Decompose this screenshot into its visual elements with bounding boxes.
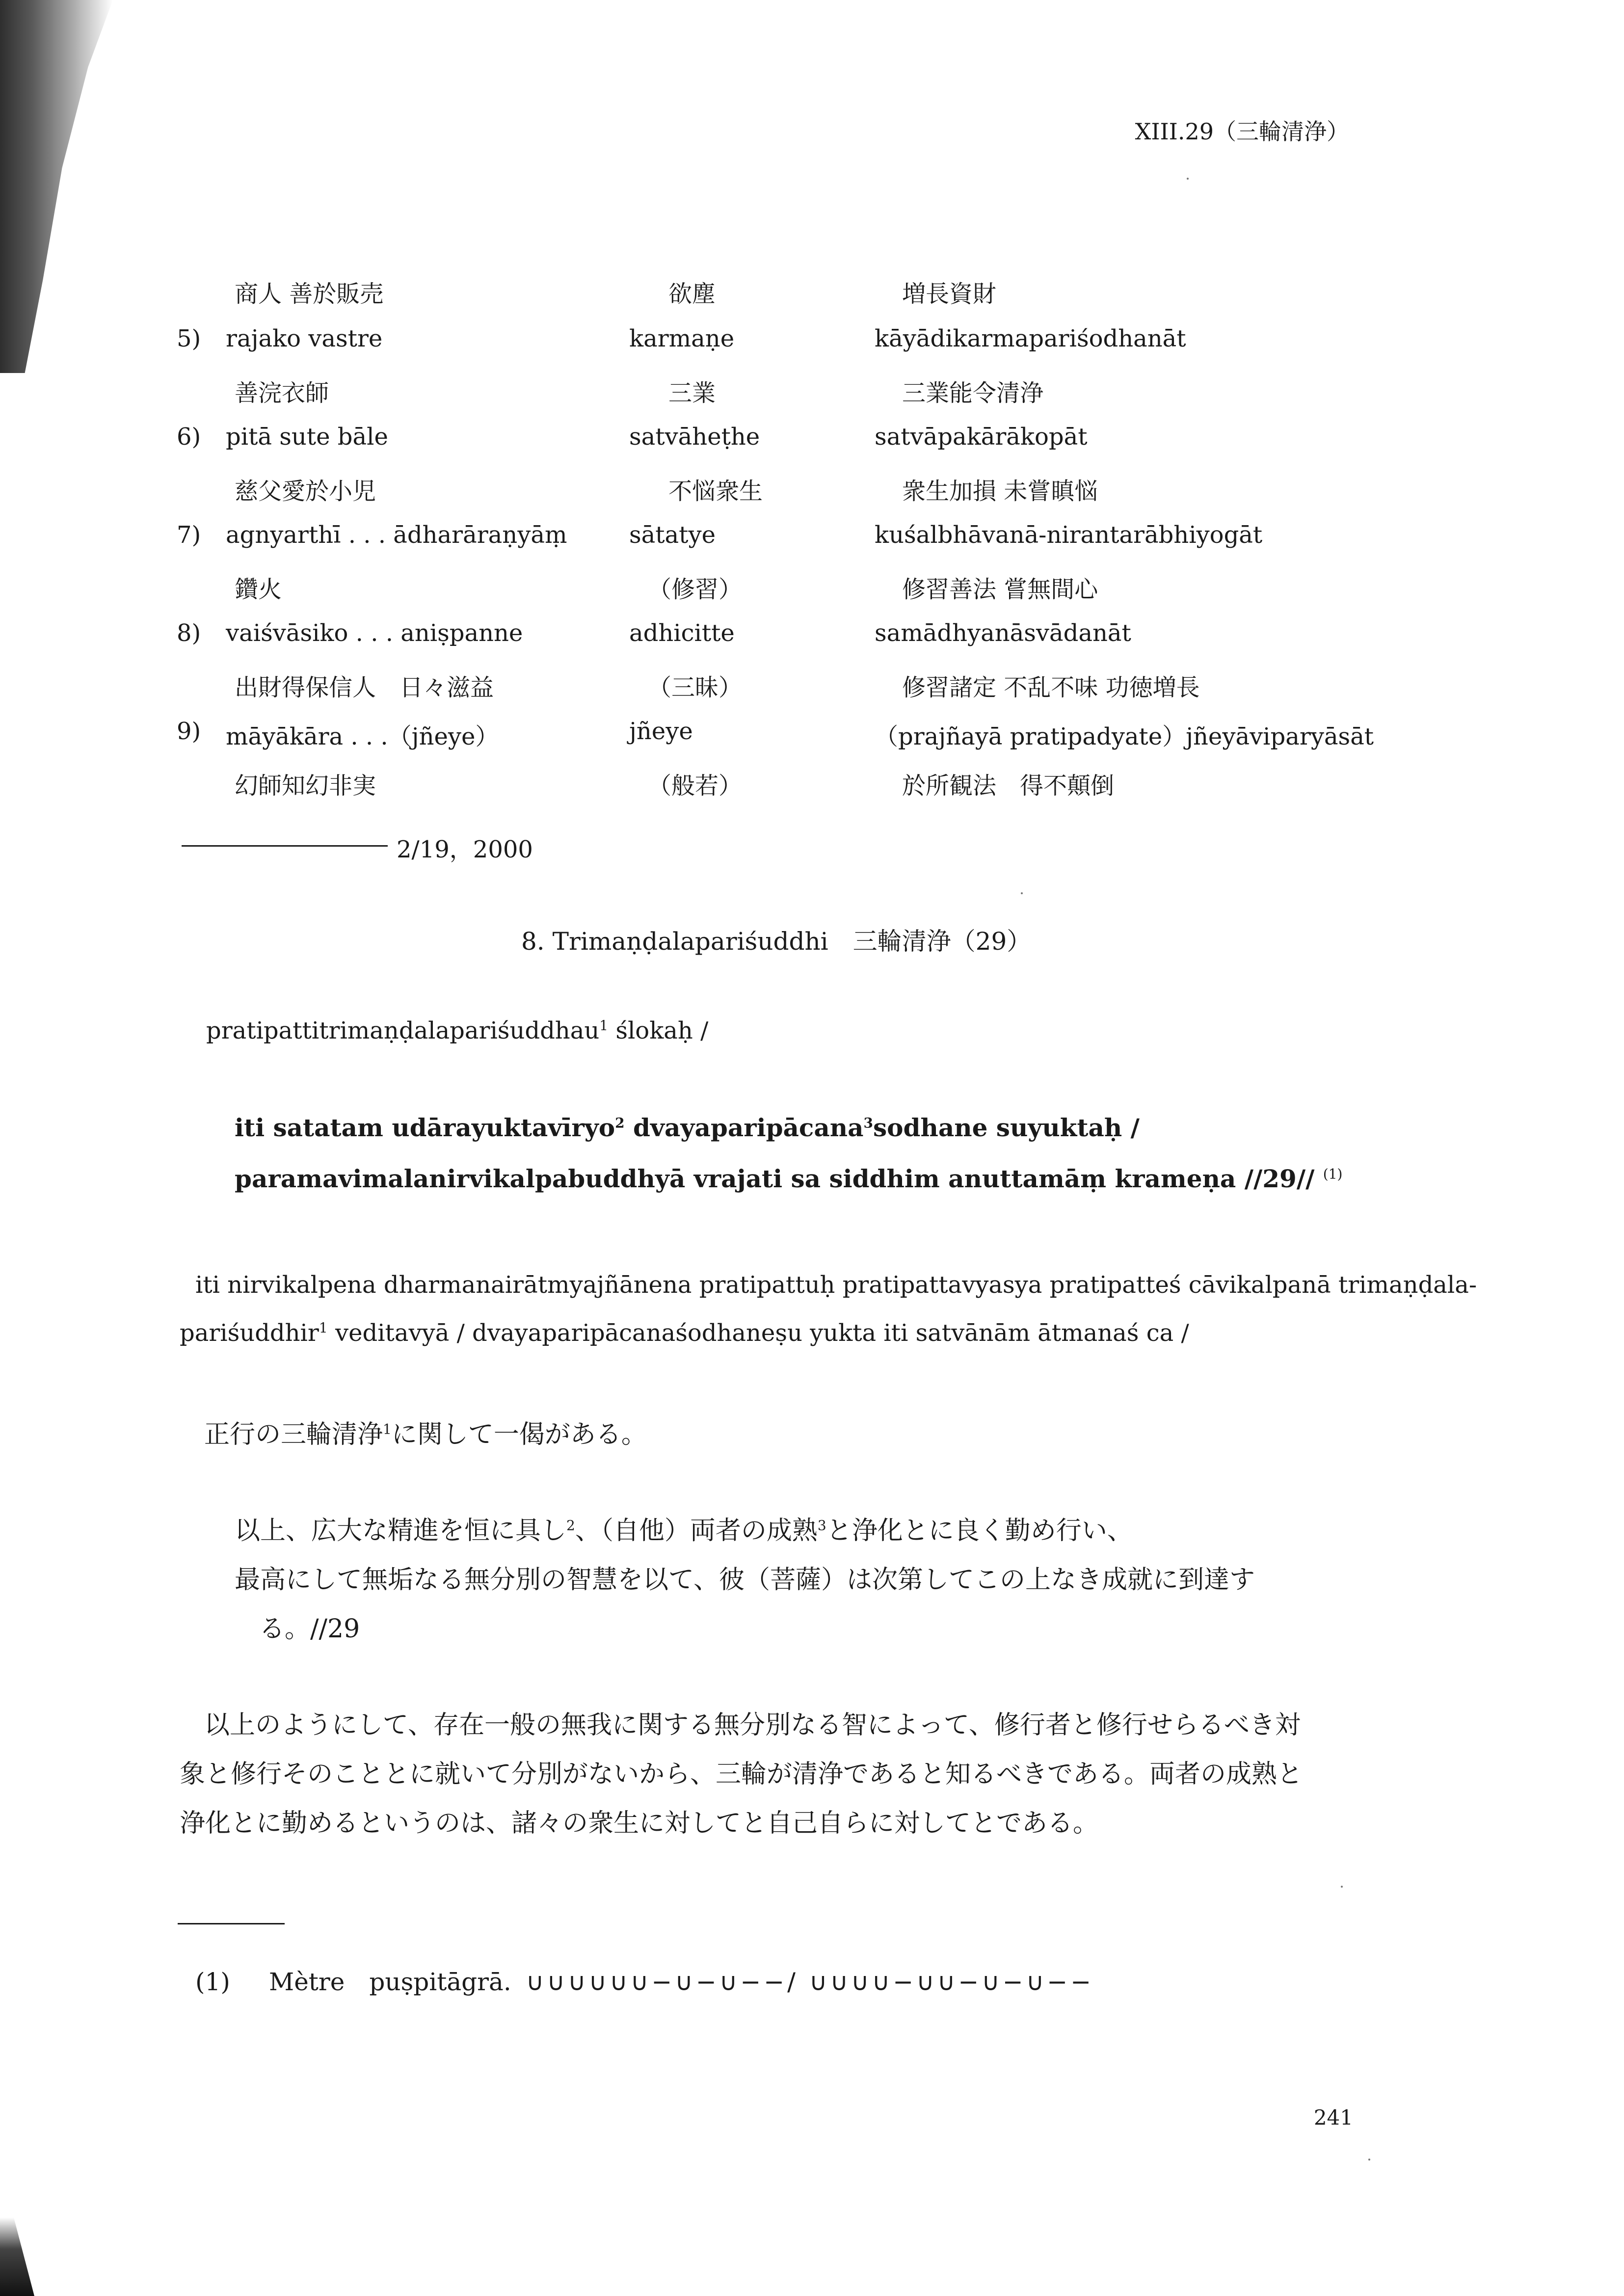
row-col2: jñeye xyxy=(629,718,693,745)
japanese-verse-line-1 xyxy=(235,1510,1133,1547)
row-col1: 商人 善於販売 xyxy=(235,280,384,308)
row-col3: samādhyanāsvādanāt xyxy=(875,619,1131,647)
footnote-rule xyxy=(178,1923,285,1924)
footnote-marker: 1 xyxy=(599,1017,609,1034)
sanskrit-commentary-line-1: iti nirvikalpena dharmanairātmyajñānena pratipattuḥ pratipattavyasya pratipatteś cāvikalpanā trimaṇḍala- xyxy=(195,1271,1477,1299)
commentary-text: pariśuddhir xyxy=(180,1319,319,1347)
row-col2: （般若） xyxy=(648,772,743,800)
footnote-marker: (1) xyxy=(1323,1166,1343,1182)
row-col2: satvāheṭhe xyxy=(629,423,760,451)
row-col1: 出財得保信人 日々滋益 xyxy=(235,674,494,701)
japanese-verse-line-3: る。//29 xyxy=(259,1614,360,1644)
row-number: 7) xyxy=(177,521,201,549)
footnote-marker: 1 xyxy=(319,1320,328,1336)
row-col1: vaiśvāsiko . . . aniṣpanne xyxy=(226,619,523,647)
sanskrit-commentary-line-2 xyxy=(180,1319,1189,1347)
row-col2: karmaṇe xyxy=(629,325,735,352)
scan-shadow-top-left xyxy=(0,0,113,373)
footnote-marker: 2 xyxy=(615,1115,625,1131)
row-col3: 於所観法 得不顛倒 xyxy=(902,772,1115,800)
row-col2: 欲塵 xyxy=(668,280,716,308)
footnote-marker: 3 xyxy=(817,1517,826,1534)
scan-speck xyxy=(1187,178,1189,180)
row-col1: 善浣衣師 xyxy=(235,379,329,407)
intro-text-end: ślokaḥ / xyxy=(608,1017,709,1044)
row-col3: 修習諸定 不乱不味 功徳増長 xyxy=(902,674,1200,701)
row-col1: rajako vastre xyxy=(226,325,383,352)
verse-text: と浄化とに良く勤め行い、 xyxy=(826,1516,1133,1546)
footnote-marker: 1 xyxy=(383,1421,392,1438)
japanese-commentary-line-3: 浄化とに勤めるというのは、諸々の衆生に対してと自己自らに対してとである。 xyxy=(180,1809,1099,1838)
row-number: 6) xyxy=(177,423,201,451)
footnote xyxy=(195,1962,1094,1998)
footnote-marker: 2 xyxy=(566,1517,575,1534)
verse-text: paramavimalanirvikalpabuddhyā vrajati sa siddhim anuttamāṃ krameṇa //29// xyxy=(235,1164,1315,1193)
scan-speck xyxy=(1368,2159,1370,2161)
sanskrit-intro xyxy=(206,1017,708,1044)
row-col1: 慈父愛於小児 xyxy=(235,478,376,505)
row-col2: （三昧） xyxy=(648,674,743,701)
verse-text: dvayaparipācana xyxy=(624,1113,864,1142)
scan-speck xyxy=(1341,1886,1343,1888)
commentary-text: veditavyā / dvayaparipācanaśodhaneṣu yukta iti satvānām ātmanaś ca / xyxy=(327,1319,1189,1347)
footnote-marker: 3 xyxy=(863,1115,874,1131)
meter-scheme: ∪∪∪∪∪∪−∪−∪−−/ ∪∪∪∪−∪∪−∪−∪−− xyxy=(526,1968,1094,1996)
intro-text: pratipattitrimaṇḍalapariśuddhau xyxy=(206,1017,600,1044)
scan-shadow-bottom-left xyxy=(0,2217,34,2296)
sanskrit-verse-line-1 xyxy=(235,1113,1140,1142)
intro-text: に関して一偈がある。 xyxy=(391,1420,647,1449)
japanese-intro xyxy=(204,1414,647,1450)
scan-speck xyxy=(1021,892,1023,894)
row-col2: adhicitte xyxy=(629,619,735,647)
row-col1: pitā sute bāle xyxy=(226,423,388,451)
row-col2: 三業 xyxy=(668,379,716,407)
japanese-verse-line-2: 最高にして無垢なる無分別の智慧を以て、彼（菩薩）は次第してこの上なき成就に到達す xyxy=(235,1565,1255,1595)
verse-text: iti satatam udārayuktavīryo xyxy=(235,1113,615,1142)
row-col3: 衆生加損 未嘗瞋悩 xyxy=(902,478,1098,505)
row-col1: 鑽火 xyxy=(235,576,282,603)
running-header: XIII.29（三輪清浄） xyxy=(1135,118,1349,145)
japanese-commentary-line-1: 以上のようにして、存在一般の無我に関する無分別なる智によって、修行者と修行せらるべき対 xyxy=(204,1710,1301,1740)
row-col3: kāyādikarmapariśodhanāt xyxy=(875,325,1186,352)
row-col2: （修習） xyxy=(648,576,743,603)
date-rule xyxy=(182,845,388,847)
row-col2: sātatye xyxy=(629,521,716,549)
row-col3: 増長資財 xyxy=(902,280,997,308)
page-number: 241 xyxy=(1313,2106,1353,2130)
row-col3: 修習善法 嘗無間心 xyxy=(902,576,1098,603)
footnote-number: (1) xyxy=(195,1968,230,1996)
row-col3: satvāpakārākopāt xyxy=(875,423,1088,451)
row-number: 9) xyxy=(177,718,201,745)
date-stamp: 2/19，2000 xyxy=(397,836,533,863)
intro-text: 正行の三輪清浄 xyxy=(204,1420,383,1449)
verse-text: 、（自他）両者の成熟 xyxy=(575,1516,818,1546)
row-number: 5) xyxy=(177,325,201,352)
verse-text: sodhane suyuktaḥ / xyxy=(873,1113,1140,1142)
row-number: 8) xyxy=(177,619,201,647)
japanese-commentary-line-2: 象と修行そのこととに就いて分別がないから、三輪が清浄であると知るべきである。両者の成熟と xyxy=(180,1760,1303,1789)
row-col2: 不悩衆生 xyxy=(668,478,763,505)
row-col1: 幻師知幻非実 xyxy=(235,772,376,800)
row-col1: māyākāra . . .（jñeye） xyxy=(226,723,499,750)
sanskrit-verse-line-2 xyxy=(235,1164,1342,1193)
row-col3: （prajñayā pratipadyate）jñeyāviparyāsāt xyxy=(875,723,1374,750)
row-col1: agnyarthī . . . ādharāraṇyāṃ xyxy=(226,521,567,549)
footnote-text: Mètre puṣpitāgrā. xyxy=(269,1968,511,1996)
section-title: 8. Trimaṇḍalapariśuddhi 三輪清浄（29） xyxy=(521,927,1032,956)
row-col3: kuśalbhāvanā-nirantarābhiyogāt xyxy=(875,521,1263,549)
row-col3: 三業能令清浄 xyxy=(902,379,1044,407)
verse-text: 以上、広大な精進を恒に具し xyxy=(235,1516,567,1546)
